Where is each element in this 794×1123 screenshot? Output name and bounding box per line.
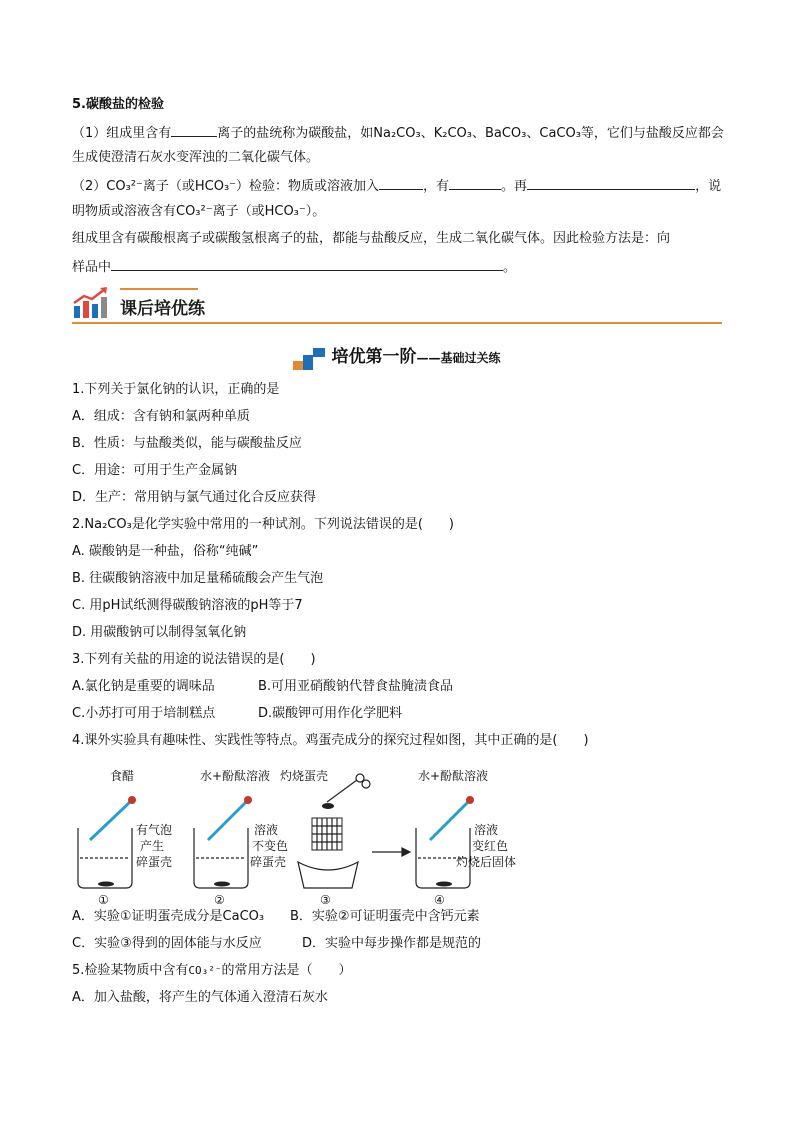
section-header	[72, 286, 722, 326]
sec5-para3-line2: 样品中 。	[72, 257, 516, 277]
svg-text:产生: 产生	[140, 839, 165, 853]
blank-3	[449, 176, 501, 190]
svg-text:①: ①	[98, 893, 109, 906]
q4-option-b: B．实验②可证明蛋壳中含钙元素	[290, 909, 480, 924]
svg-text:变红色: 变红色	[472, 839, 509, 853]
q4-option-c: C．实验③得到的固体能与水反应	[72, 936, 262, 951]
q4-option-a: A．实验①证明蛋壳成分是CaCO₃	[72, 909, 265, 924]
svg-text:碎蛋壳: 碎蛋壳	[250, 855, 287, 869]
svg-text:②: ②	[214, 893, 225, 906]
section-5-heading: 5.碳酸盐的检验	[72, 97, 164, 112]
q5-stem: 5.检验某物质中含有CO₃²⁻的常用方法是（ ）	[72, 963, 352, 978]
label-water-phenolphthalein: 水+酚酞溶液	[200, 769, 271, 783]
q3-option-d: D.碳酸钾可用作化学肥料	[258, 706, 403, 721]
q2-option-c: C. 用pH试纸测得碳酸钠溶液的pH等于7	[72, 598, 303, 613]
q1-option-b: B．性质：与盐酸类似，能与碳酸盐反应	[72, 436, 302, 451]
sec5-para1-line2: 生成使澄清石灰水变浑浊的二氧化碳气体。	[72, 150, 320, 165]
section-title: 课后培优练	[120, 299, 205, 319]
sec5-para1-line1: （1）组成里含有 离子的盐统称为碳酸盐，如Na₂CO₃、K₂CO₃、BaCO₃、CaCO₃等，它们与盐酸反应都会	[72, 123, 724, 143]
q3-option-b: B.可用亚硝酸钠代替食盐腌渍食品	[258, 679, 454, 694]
label-burn-eggshell: 灼烧蛋壳	[280, 769, 329, 783]
svg-text:溶液: 溶液	[254, 823, 279, 837]
subsection-title: 培优第一阶——基础过关练	[72, 342, 722, 366]
q1-option-d: D．生产：常用钠与氯气通过化合反应获得	[72, 490, 317, 505]
blank-2	[379, 176, 423, 190]
q2-option-a: A. 碳酸钠是一种盐，俗称“纯碱”	[72, 544, 259, 559]
svg-text:④: ④	[434, 893, 445, 906]
growth-chart-icon	[72, 286, 112, 320]
q1-option-a: A．组成：含有钠和氯两种单质	[72, 409, 250, 424]
section-divider	[72, 322, 722, 324]
q1-option-c: C．用途：可用于生产金属钠	[72, 463, 238, 478]
q3-option-c: C.小苏打可用于培制糕点	[72, 706, 216, 721]
blank-4	[527, 176, 695, 190]
q2-option-b: B. 往碳酸钠溶液中加足量稀硫酸会产生气泡	[72, 571, 324, 586]
q3-option-a: A.氯化钠是重要的调味品	[72, 679, 215, 694]
sec5-para2-line2: 明物质或溶液含有CO₃²⁻离子（或HCO₃⁻）。	[72, 204, 326, 219]
svg-text:水+酚酞溶液: 水+酚酞溶液	[418, 769, 489, 783]
sec5-para2-line1: （2）CO₃²⁻离子（或HCO₃⁻）检验：物质或溶液加入 ，有 。再 ，说	[72, 176, 721, 196]
q4-option-d: D．实验中每步操作都是规范的	[302, 936, 482, 951]
svg-text:有气泡: 有气泡	[136, 823, 173, 837]
q2-option-d: D. 用碳酸钠可以制得氢氧化钠	[72, 625, 247, 640]
blank-5	[111, 257, 503, 271]
q4-experiment-figure	[72, 766, 542, 906]
svg-text:溶液: 溶液	[474, 823, 499, 837]
blank-1	[171, 123, 217, 137]
svg-text:碎蛋壳: 碎蛋壳	[136, 855, 173, 869]
stairs-icon	[293, 347, 327, 371]
q2-stem: 2.Na₂CO₃是化学实验中常用的一种试剂。下列说法错误的是( )	[72, 517, 454, 532]
q3-stem: 3.下列有关盐的用途的说法错误的是( )	[72, 652, 316, 667]
label-vinegar: 食醋	[110, 769, 135, 783]
q5-option-a: A．加入盐酸，将产生的气体通入澄清石灰水	[72, 990, 328, 1005]
title-accent-line	[120, 288, 198, 290]
svg-text:灼烧后固体: 灼烧后固体	[456, 855, 517, 869]
sec5-para3-line1: 组成里含有碳酸根离子或碳酸氢根离子的盐，都能与盐酸反应，生成二氧化碳气体。因此检验方法是：向	[72, 231, 671, 246]
q4-stem: 4.课外实验具有趣味性、实践性等特点。鸡蛋壳成分的探究过程如图，其中正确的是( )	[72, 733, 589, 748]
burner-3	[298, 862, 358, 888]
svg-text:不变色: 不变色	[252, 839, 289, 853]
svg-text:③: ③	[320, 893, 331, 906]
q1-stem: 1.下列关于氯化钠的认识，正确的是	[72, 382, 280, 397]
